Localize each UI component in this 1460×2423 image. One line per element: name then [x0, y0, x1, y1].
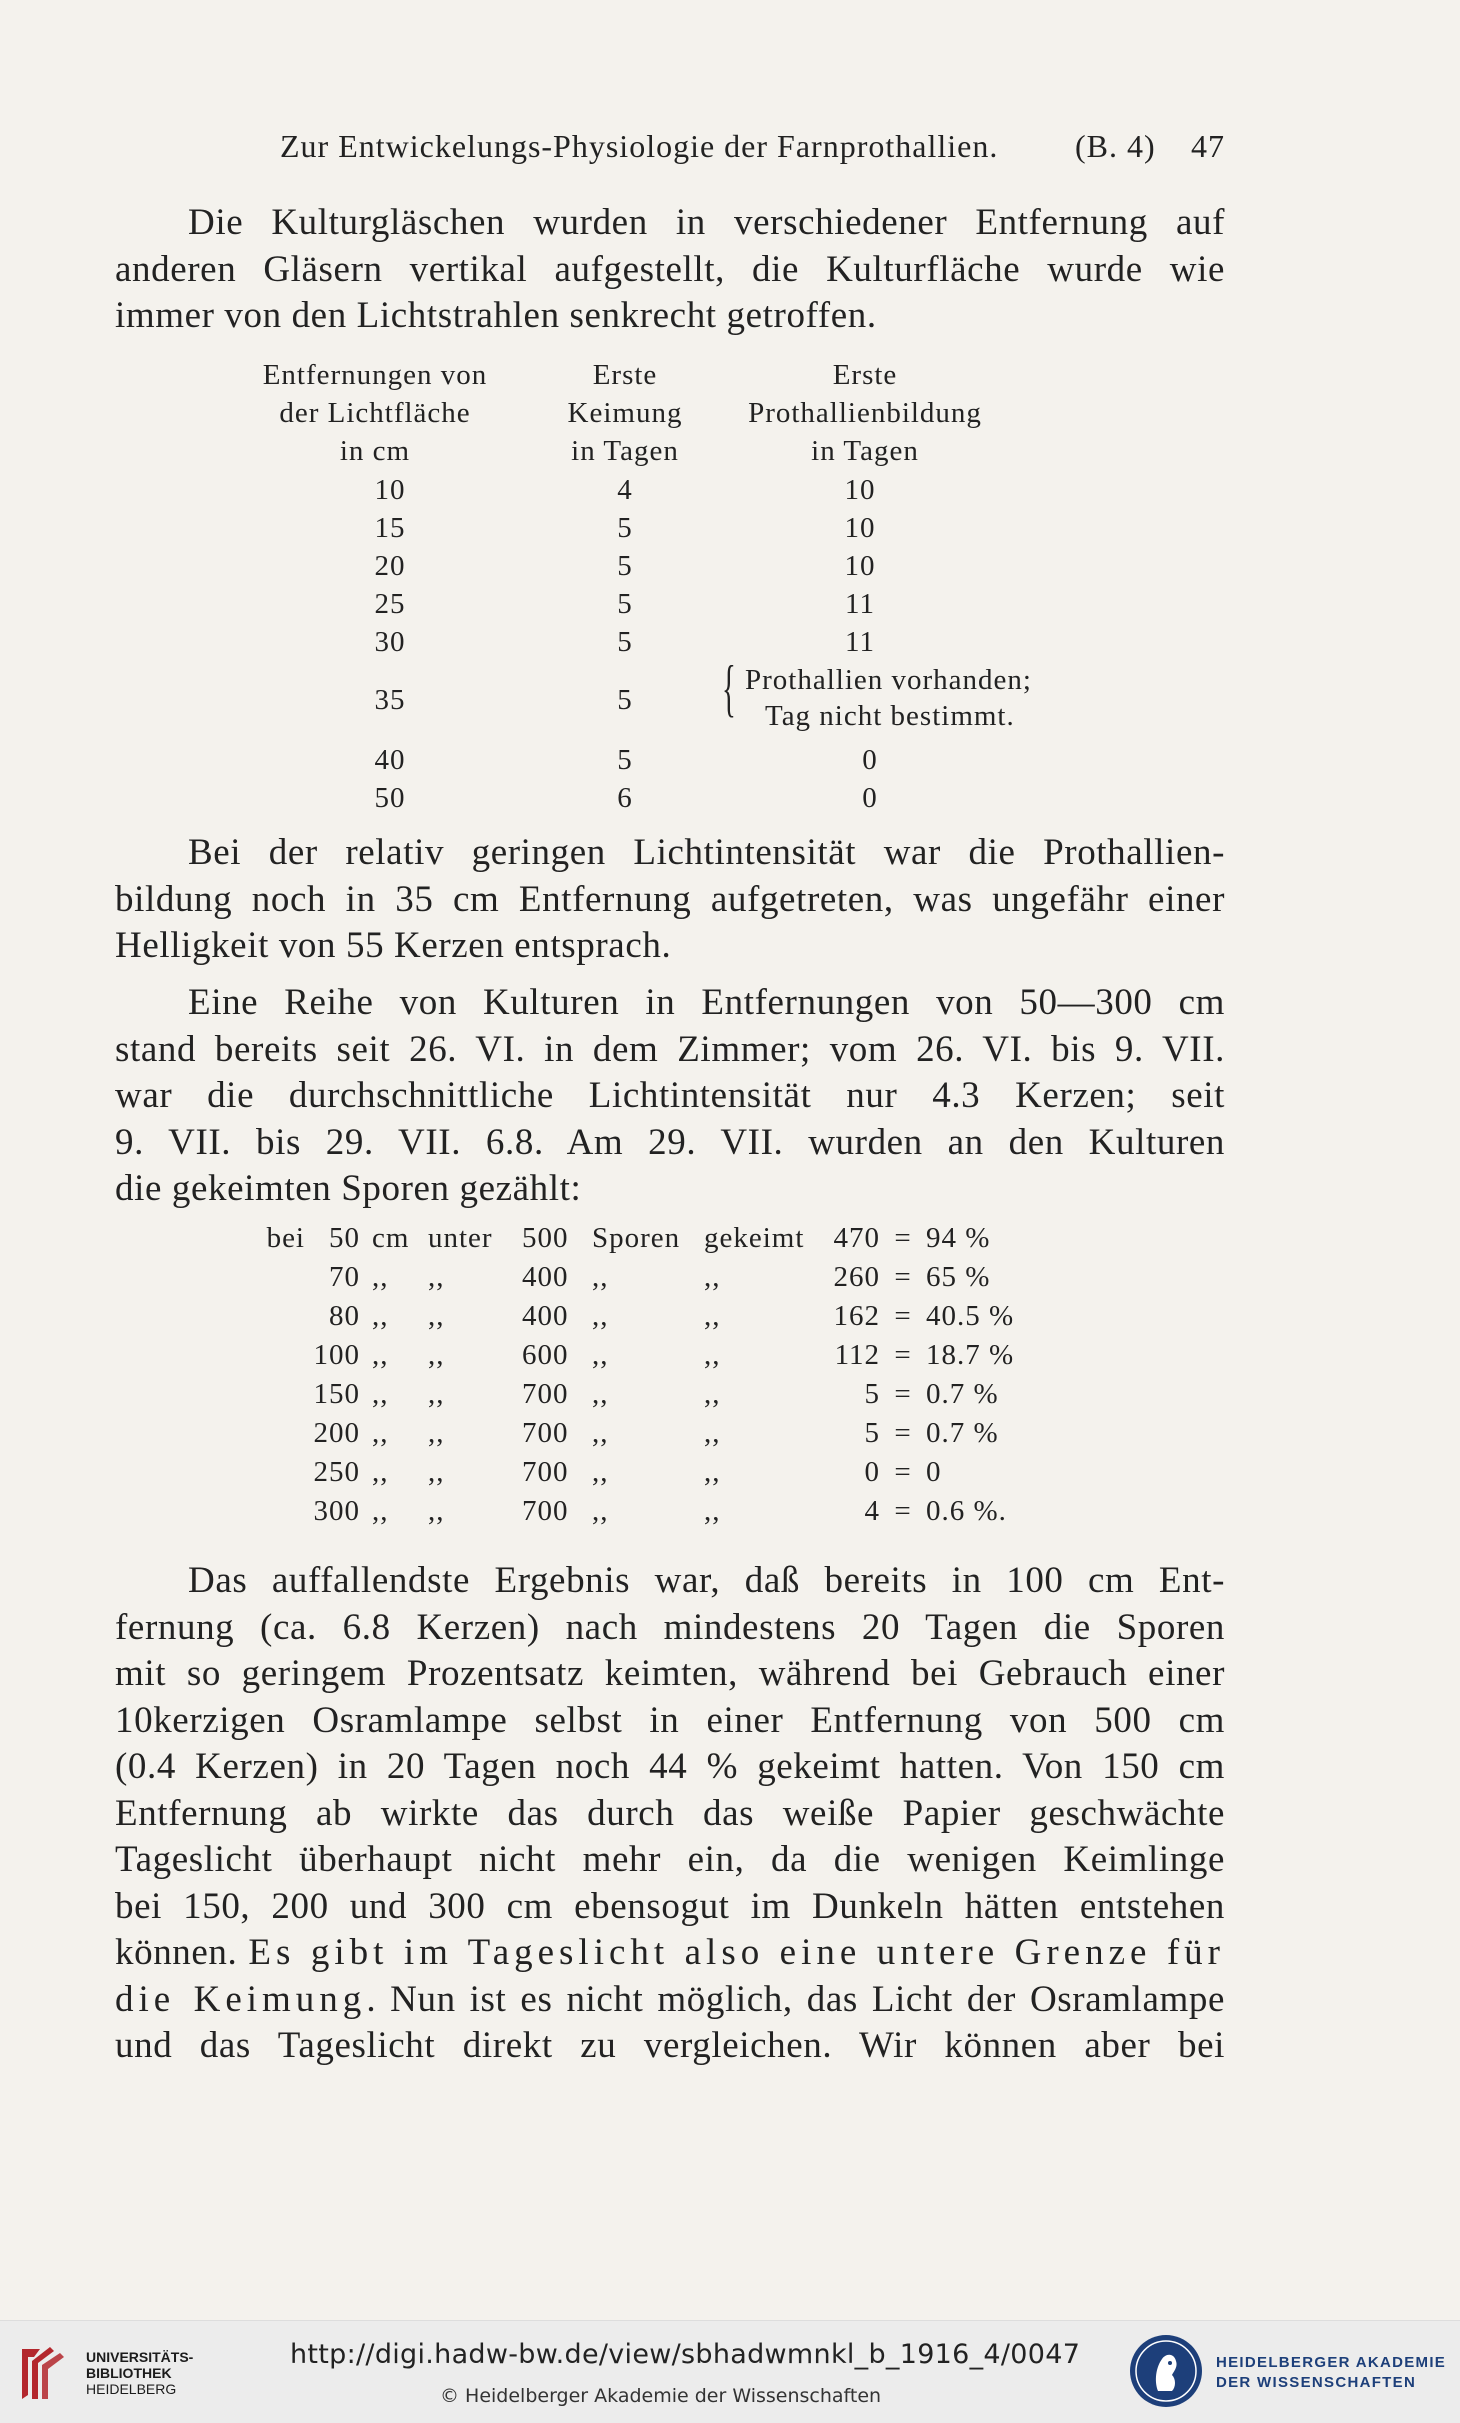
- cell-gek: ,,: [704, 1261, 721, 1293]
- paragraph-2: [115, 830, 1225, 970]
- text-fragment: Tageslicht überhaupt nicht mehr ein, da die wenigen Keimlinge: [115, 1839, 1225, 1880]
- cell-pct: 40.5 %: [926, 1300, 1015, 1332]
- text-line: die gekeimten Sporen gezählt:: [115, 1168, 582, 1209]
- cell-unit: ,,: [372, 1456, 389, 1488]
- cell-n: 5: [864, 1417, 880, 1449]
- cell-prothallium: 0: [862, 744, 878, 776]
- cell-unit: cm: [372, 1222, 410, 1254]
- cell-sporen: ,,: [592, 1417, 609, 1449]
- university-library-logo[interactable]: [14, 2343, 214, 2403]
- cell-total: 400: [522, 1261, 569, 1293]
- cell-unter: ,,: [428, 1378, 445, 1410]
- cell-germination: 5: [617, 550, 633, 582]
- cell-n: 0: [864, 1456, 880, 1488]
- cell-n: 4: [864, 1495, 880, 1527]
- cell-dist: 200: [313, 1417, 360, 1449]
- paragraph-4: [115, 1558, 1225, 2070]
- cell-unter: ,,: [428, 1339, 445, 1371]
- text-fragment: bei 150, 200 und 300 cm ebensogut im Dunkeln hätten entstehen: [115, 1885, 1225, 1927]
- cell-gek: ,,: [704, 1456, 721, 1488]
- cell-distance: 30: [374, 626, 406, 658]
- cell-sporen: ,,: [592, 1261, 609, 1293]
- text-line: [115, 1651, 1225, 1698]
- header-line: Prothallienbildung: [748, 397, 982, 429]
- note-line: Prothallien vorhanden;: [745, 664, 1032, 696]
- table-header-germination: [525, 356, 725, 470]
- academy-seal-icon: [1128, 2333, 1204, 2409]
- note-line: Tag nicht bestimmt.: [765, 700, 1015, 732]
- text-line: Die Kulturgläschen wurden in verschiedener Entfernung auf: [188, 202, 1225, 243]
- cell-unter: ,,: [428, 1300, 445, 1332]
- text-line: immer von den Lichtstrahlen senkrecht getroffen.: [115, 295, 877, 336]
- cell-sporen: ,,: [592, 1495, 609, 1527]
- cell-total: 400: [522, 1300, 569, 1332]
- cell-germination: 4: [617, 474, 633, 506]
- cell-sporen: ,,: [592, 1339, 609, 1371]
- cell-eq: =: [894, 1495, 912, 1527]
- copyright-notice: © Heidelberger Akademie der Wissenschaften: [440, 2385, 882, 2407]
- table-header-distance: [225, 356, 525, 470]
- text-line: Eine Reihe von Kulturen in Entfernungen von 50—300 cm: [188, 982, 1225, 1023]
- text-line: war die durchschnittliche Lichtintensität nur 4.3 Kerzen; seit: [115, 1075, 1225, 1116]
- text-line: [115, 1837, 1225, 1884]
- curly-brace-icon: {: [722, 652, 737, 723]
- header-line: Keimung: [567, 397, 683, 429]
- library-name: [86, 2349, 193, 2397]
- cell-n: 260: [833, 1261, 880, 1293]
- cell-dist: 70: [329, 1261, 360, 1293]
- text-line: Helligkeit von 55 Kerzen entsprach.: [115, 925, 672, 966]
- cell-sporen: ,,: [592, 1456, 609, 1488]
- cell-prothallium: 0: [862, 782, 878, 814]
- footer-bar: [0, 2320, 1460, 2423]
- cell-pct: 0.7 %: [926, 1378, 999, 1410]
- cell-eq: =: [894, 1222, 912, 1254]
- cell-germination: 5: [617, 588, 633, 620]
- cell-unit: ,,: [372, 1339, 389, 1371]
- cell-pct: 0: [926, 1456, 942, 1488]
- cell-germination: 6: [617, 782, 633, 814]
- paragraph-3: [115, 980, 1225, 1213]
- cell-eq: =: [894, 1261, 912, 1293]
- text-fragment: und das Tageslicht direkt zu vergleichen. Wir können aber bei: [115, 2025, 1225, 2066]
- cell-dist: 150: [313, 1378, 360, 1410]
- cell-total: 700: [522, 1417, 569, 1449]
- header-line: der Lichtfläche: [279, 397, 471, 429]
- text-line: stand bereits seit 26. VI. in dem Zimmer; vom 26. VI. bis 9. VII.: [115, 1028, 1225, 1070]
- page-number: 47: [1191, 128, 1225, 164]
- cell-unit: ,,: [372, 1261, 389, 1293]
- text-fragment: 10kerzigen Osramlampe selbst in einer Entfernung von 500 cm: [115, 1699, 1225, 1741]
- cell-unit: ,,: [372, 1495, 389, 1527]
- cell-total: 500: [522, 1222, 569, 1254]
- header-line: in Tagen: [811, 435, 919, 467]
- cell-sporen: ,,: [592, 1378, 609, 1410]
- cell-distance: 15: [374, 512, 406, 544]
- cell-sporen: Sporen: [592, 1222, 681, 1254]
- text-fragment: Das auffallendste Ergebnis war, daß bereits in 100 cm Ent-: [188, 1560, 1225, 1601]
- cell-unit: ,,: [372, 1378, 389, 1410]
- cell-germination: 5: [617, 684, 633, 716]
- header-line: in Tagen: [571, 435, 679, 467]
- cell-unter: ,,: [428, 1261, 445, 1293]
- cell-prothallium: 10: [844, 550, 876, 582]
- text-fragment: mit so geringem Prozentsatz keimten, während bei Gebrauch einer: [115, 1653, 1225, 1694]
- cell-dist: 300: [313, 1495, 360, 1527]
- cell-pct: 18.7 %: [926, 1339, 1015, 1371]
- cell-dist: 250: [313, 1456, 360, 1488]
- cell-distance: 50: [374, 782, 406, 814]
- text-line: bildung noch in 35 cm Entfernung aufgetreten, was ungefähr einer: [115, 878, 1225, 920]
- academy-logo[interactable]: [1128, 2333, 1458, 2413]
- cell-distance: 35: [374, 684, 406, 716]
- text-line: [115, 2023, 1225, 2070]
- cell-eq: =: [894, 1378, 912, 1410]
- text-line: [115, 1744, 1225, 1791]
- cell-prothallium: 11: [845, 626, 875, 658]
- academy-name-line: HEIDELBERGER AKADEMIE: [1216, 2354, 1447, 2371]
- cell-sporen: ,,: [592, 1300, 609, 1332]
- cell-unter: ,,: [428, 1417, 445, 1449]
- cell-unter: ,,: [428, 1495, 445, 1527]
- text-fragment: Es gibt im Tageslicht also eine untere Grenze für: [248, 1932, 1225, 1973]
- text-line: anderen Gläsern vertikal aufgestellt, die Kulturfläche wurde wie: [115, 248, 1225, 290]
- cell-pct: 0.7 %: [926, 1417, 999, 1449]
- text-line: [115, 1605, 1225, 1652]
- cell-gek: ,,: [704, 1417, 721, 1449]
- text-line: Bei der relativ geringen Lichtintensität war die Prothallien-: [188, 832, 1225, 873]
- library-logo-icon: [14, 2343, 76, 2403]
- cell-n: 162: [833, 1300, 880, 1332]
- library-name-line: HEIDELBERG: [86, 2381, 177, 2397]
- cell-gek: ,,: [704, 1300, 721, 1332]
- cell-total: 600: [522, 1339, 569, 1371]
- cell-n: 112: [834, 1339, 880, 1371]
- cell-distance: 10: [374, 474, 406, 506]
- cell-distance: 40: [374, 744, 406, 776]
- cell-dist: 100: [313, 1339, 360, 1371]
- cell-pct: 0.6 %.: [926, 1495, 1007, 1527]
- academy-name: [1216, 2353, 1446, 2393]
- cell-germination: 5: [617, 512, 633, 544]
- header-line: in cm: [339, 435, 411, 467]
- cell-unit: ,,: [372, 1417, 389, 1449]
- cell-prothallium: 11: [845, 588, 875, 620]
- cell-unter: ,,: [428, 1456, 445, 1488]
- cell-gek: ,,: [704, 1378, 721, 1410]
- text-fragment: fernung (ca. 6.8 Kerzen) nach mindestens 20 Tagen die Sporen: [115, 1606, 1225, 1648]
- text-line: [115, 1884, 1225, 1931]
- text-fragment: (0.4 Kerzen) in 20 Tagen noch 44 % gekeimt hatten. Von 150 cm: [115, 1746, 1225, 1787]
- cell-pct: 94 %: [926, 1222, 991, 1254]
- source-url-link[interactable]: http://digi.hadw-bw.de/view/sbhadwmnkl_b_1916_4/0047: [290, 2339, 1081, 2370]
- text-fragment: die Keimung: [115, 1978, 367, 2020]
- text-fragment: Entfernung ab wirkte das durch das weiße Papier geschwächte: [115, 1792, 1225, 1834]
- cell-eq: =: [894, 1339, 912, 1371]
- text-fragment: . Nun ist es nicht möglich, das Licht der Osramlampe: [366, 1978, 1226, 2020]
- cell-distance: 25: [374, 588, 406, 620]
- text-line: 9. VII. bis 29. VII. 6.8. Am 29. VII. wurden an den Kulturen: [115, 1121, 1225, 1163]
- cell-eq: =: [894, 1300, 912, 1332]
- running-head-title: Zur Entwickelungs-Physiologie der Farnprothallien.: [280, 128, 999, 164]
- header-line: Erste: [592, 359, 658, 391]
- academy-name-line: DER WISSENSCHAFTEN: [1216, 2374, 1417, 2391]
- cell-prothallium: 10: [844, 474, 876, 506]
- cell-prothallium: 10: [844, 512, 876, 544]
- cell-pct: 65 %: [926, 1261, 991, 1293]
- text-line: [115, 1977, 1225, 2024]
- table-header-prothallium: [715, 356, 1015, 470]
- cell-unit: ,,: [372, 1300, 389, 1332]
- text-line: [115, 1930, 1225, 1977]
- cell-total: 700: [522, 1456, 569, 1488]
- cell-n: 5: [864, 1378, 880, 1410]
- cell-dist: 50: [329, 1222, 360, 1254]
- cell-n: 470: [833, 1222, 880, 1254]
- cell-distance: 20: [374, 550, 406, 582]
- cell-total: 700: [522, 1378, 569, 1410]
- text-line: [115, 1558, 1225, 1605]
- cell-eq: =: [894, 1456, 912, 1488]
- cell-gek: ,,: [704, 1339, 721, 1371]
- library-name-line: BIBLIOTHEK: [86, 2365, 172, 2381]
- cell-germination: 5: [617, 626, 633, 658]
- cell-prothallium-note: [745, 662, 1032, 734]
- header-line: Erste: [832, 359, 898, 391]
- text-line: [115, 1698, 1225, 1745]
- cell-eq: =: [894, 1417, 912, 1449]
- running-head-reference: (B. 4): [1075, 128, 1156, 164]
- cell-dist: 80: [329, 1300, 360, 1332]
- text-fragment: können.: [115, 1932, 249, 1973]
- cell-pre: bei: [266, 1222, 305, 1254]
- cell-gek: ,,: [704, 1495, 721, 1527]
- cell-unter: unter: [428, 1222, 493, 1254]
- cell-total: 700: [522, 1495, 569, 1527]
- header-line: Entfernungen von: [262, 359, 488, 391]
- paragraph-1: [115, 200, 1225, 340]
- library-name-line: UNIVERSITÄTS-: [86, 2349, 194, 2365]
- cell-germination: 5: [617, 744, 633, 776]
- cell-gek: gekeimt: [704, 1222, 805, 1254]
- text-line: [115, 1791, 1225, 1838]
